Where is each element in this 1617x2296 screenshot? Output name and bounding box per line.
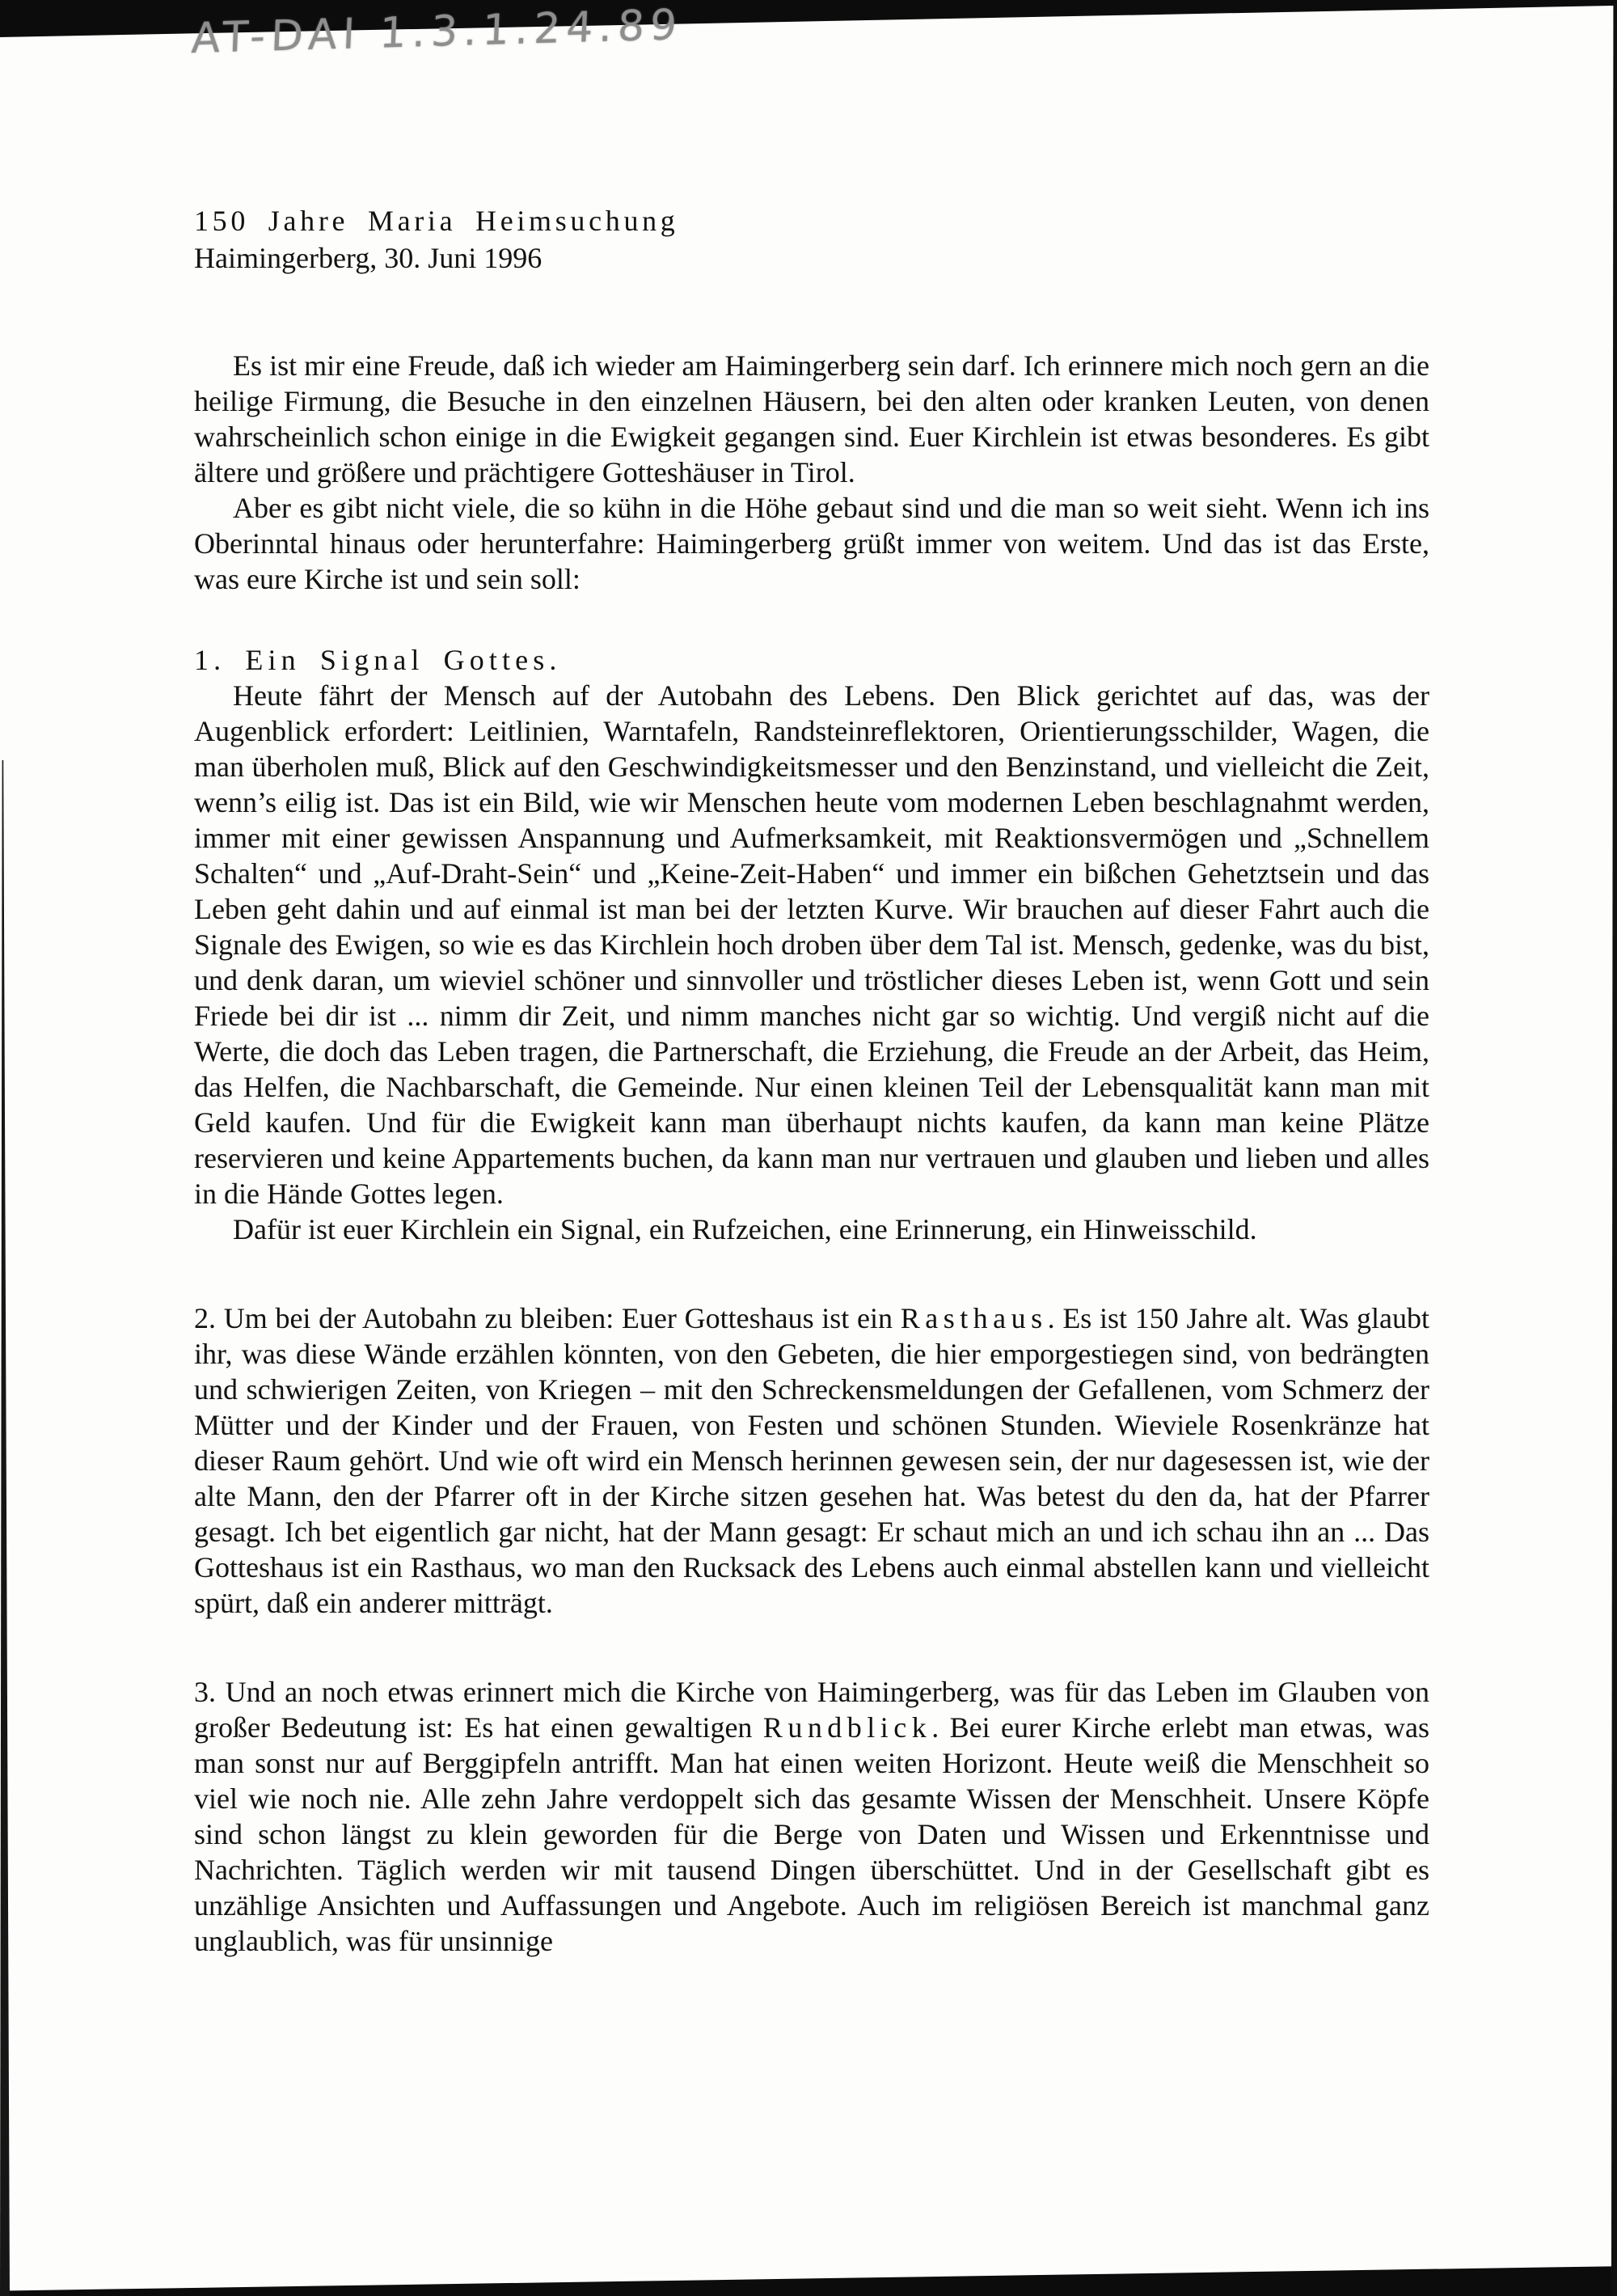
- scan-edge-left: [0, 760, 10, 2296]
- scan-edge-bottom: [0, 2264, 1617, 2296]
- document-page: [194, 202, 1429, 1959]
- section-3-paragraph: [194, 1674, 1429, 1959]
- section-2-paragraph: [194, 1300, 1429, 1621]
- scan-edge-right: [1611, 3, 1617, 2296]
- section-2-text-post: . Es ist 150 Jahre alt. Was glaubt ihr, was diese Wände erzählen könnten, von den Gebeten, die hier emporgestiegen sind, von bedrängten und schwierigen Zeiten, von Kriegen – mit den Schreckensmeldungen der Gefallenen, vom Schmerz der Mütter und der Kinder und der Frauen, von Festen und schönen Stunden. Wieviele Rosenkränze hat dieser Raum gehört. Und wie oft wird ein Mensch herinnen gewesen sein, der nur dagesessen ist, wie der alte Mann, den der Pfarrer oft in der Kirche sitzen gesehen hat. Was betest du den da, hat der Pfarrer gesagt. Ich bet eigentlich gar nicht, hat der Mann gesagt: Er schaut mich an und ich schau ihn an ... Das Gotteshaus ist ein Rasthaus, wo man den Rucksack des Lebens auch einmal abstellen kann und vielleicht spürt, daß ein anderer mitträgt.: [194, 1302, 1430, 1619]
- paragraph-signal: Heute fährt der Mensch auf der Autobahn des Lebens. Den Blick gerichtet auf das, was der Augenblick erfordert: Leitlinien, Warntafeln, Randsteinreflektoren, Orientierungsschilder, Wagen, die man überholen muß, Blick auf den Geschwindigkeitsmesser und den Benzinstand, und vielleicht die Zeit, wenn’s eilig ist. Das ist ein Bild, wie wir Menschen heute vom modernen Leben beschlagnahmt werden, immer mit einer gewissen Anspannung und Aufmerksamkeit, mit Reaktionsvermögen und „Schnellem Schalten“ und „Auf-Draht-Sein“ und „Keine-Zeit-Haben“ und immer ein bißchen Gehetztsein und das Leben geht dahin und auf einmal ist man bei der letzten Kurve. Wir brauchen auf dieser Fahrt auch die Signale des Ewigen, so wie es das Kirchlein hoch droben über dem Tal ist. Mensch, gedenke, was du bist, und denk daran, um wieviel schöner und sinnvoller und tröstlicher dieses Leben ist, wenn Gott und sein Friede bei dir ist ... nimm dir Zeit, und nimm manches nicht gar so wichtig. Und vergiß nicht auf die Werte, die doch das Leben tragen, die Partnerschaft, die Erziehung, die Freude an der Arbeit, das Heim, das Helfen, die Nachbarschaft, die Gemeinde. Nur einen kleinen Teil der Lebensqualität kann man mit Geld kaufen. Und für die Ewigkeit kann man überhaupt nichts kaufen, da kann man keine Plätze reservieren und keine Appartements buchen, da kann man nur vertrauen und glauben und lieben und alles in die Hände Gottes legen.: [194, 679, 1429, 1210]
- section-3-text-post: . Bei eurer Kirche erlebt man etwas, was man sonst nur auf Berggipfeln antrifft. Man hat einen weiten Horizont. Heute weiß die Menschheit so viel wie noch nie. Alle zehn Jahre verdoppelt sich das gesamte Wissen der Menschheit. Unsere Köpfe sind schon längst zu klein geworden für die Berge von Daten und Wissen und Erkenntnisse und Nachrichten. Täglich werden wir mit tausend Dingen überschüttet. Und in der Gesellschaft gibt es unzählige Ansichten und Auffassungen und Angebote. Auch im religiösen Bereich ist manchmal ganz unglaublich, was für unsinnige: [194, 1711, 1429, 1957]
- paragraph-intro: Es ist mir eine Freude, daß ich wieder am Haimingerberg sein darf. Ich erinnere mich noch gern an die heilige Firmung, die Besuche in den einzelnen Häusern, bei den alten oder kranken Leuten, von denen wahrscheinlich schon einige in die Ewigkeit gegangen sind. Euer Kirchlein ist etwas besonderes. Es gibt ältere und größere und prächtigere Gotteshäuser in Tirol.: [194, 349, 1429, 488]
- section-2-keyword-rasthaus: Rasthaus: [900, 1302, 1048, 1334]
- archive-reference-annotation: AT-DAI 1.3.1.24.89: [190, 1, 684, 64]
- document-date-line: Haimingerberg, 30. Juni 1996: [194, 242, 543, 274]
- paragraph-aber: Aber es gibt nicht viele, die so kühn in die Höhe gebaut sind und die man so weit sieht. Wenn ich ins Oberinntal hinaus oder herunterfahre: Haimingerberg grüßt immer von weitem. Und das ist das Erste, was eure Kirche ist und sein soll:: [194, 492, 1429, 595]
- document-title: 150 Jahre Maria Heimsuchung: [194, 205, 679, 237]
- section-3-keyword-rundblick: Rundblick: [762, 1711, 932, 1744]
- section-1-heading: 1. Ein Signal Gottes.: [194, 644, 562, 676]
- section-2-text-pre: 2. Um bei der Autobahn zu bleiben: Euer Gotteshaus ist ein: [194, 1302, 901, 1334]
- document-header: [194, 202, 1429, 277]
- section-3-text-pre: 3. Und an noch etwas erinnert mich die Kirche von Haimingerberg, was für das Leben im Glauben von großer Bedeutung ist: Es hat einen gewaltigen: [194, 1676, 1429, 1744]
- paragraph-dafuer: Dafür ist euer Kirchlein ein Signal, ein Rufzeichen, eine Erinnerung, ein Hinweisschild.: [233, 1213, 1257, 1245]
